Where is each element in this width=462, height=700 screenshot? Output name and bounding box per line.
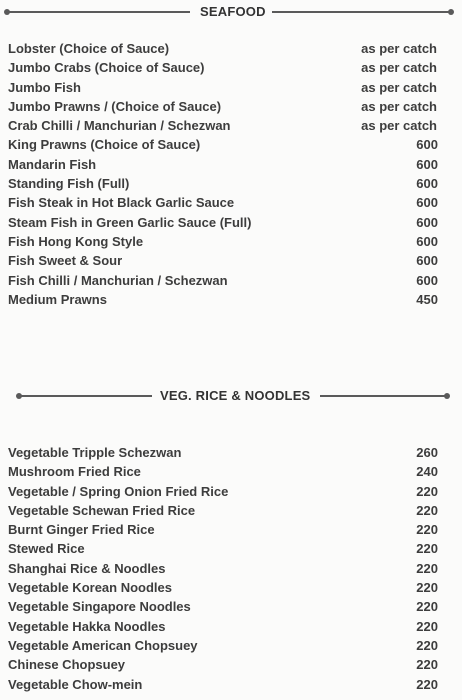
left-divider	[6, 11, 190, 13]
item-price: 600	[416, 176, 438, 192]
divider-dot	[16, 393, 22, 399]
item-price: 600	[416, 156, 438, 172]
list-item	[0, 194, 462, 213]
item-price: 220	[416, 676, 438, 692]
item-name: Fish Chilli / Manchurian / Schezwan	[8, 272, 228, 288]
list-item	[0, 579, 462, 598]
item-name: Jumbo Prawns / (Choice of Sauce)	[8, 98, 222, 114]
list-item	[0, 521, 462, 540]
right-divider	[272, 11, 452, 13]
item-name: Vegetable Tripple Schezwan	[8, 445, 182, 460]
item-price: 220	[416, 560, 438, 576]
list-item	[0, 98, 462, 117]
left-divider	[18, 395, 152, 397]
item-price: as per catch	[361, 79, 437, 95]
list-item	[0, 618, 462, 637]
item-price: 600	[416, 214, 438, 230]
divider-dot	[444, 393, 450, 399]
item-price: 600	[416, 253, 438, 269]
item-list	[0, 40, 462, 310]
item-price: 240	[416, 464, 438, 480]
list-item	[0, 676, 462, 695]
list-item	[0, 598, 462, 617]
item-name: Mandarin Fish	[8, 156, 97, 172]
item-price: 220	[416, 522, 438, 538]
item-name: Shanghai Rice & Noodles	[8, 560, 166, 576]
item-price: 220	[416, 502, 438, 518]
list-item	[0, 502, 462, 521]
list-item	[0, 156, 462, 175]
item-name: Stewed Rice	[8, 541, 85, 557]
list-item	[0, 540, 462, 559]
item-name: Lobster (Choice of Sauce)	[8, 41, 170, 56]
item-price: 600	[416, 195, 438, 211]
item-name: Vegetable Chow-mein	[8, 676, 143, 692]
item-name: Jumbo Crabs (Choice of Sauce)	[8, 60, 205, 76]
item-price: 220	[416, 599, 438, 615]
section-title: SEAFOOD	[200, 4, 266, 19]
list-item	[0, 117, 462, 136]
section-seafood	[0, 2, 462, 307]
list-item	[0, 272, 462, 291]
divider-dot	[448, 9, 454, 15]
item-name: Vegetable Singapore Noodles	[8, 599, 191, 615]
item-price: 220	[416, 618, 438, 634]
item-name: Vegetable Schewan Fried Rice	[8, 502, 196, 518]
item-name: Vegetable Hakka Noodles	[8, 618, 166, 634]
list-item	[0, 252, 462, 271]
item-name: Fish Sweet & Sour	[8, 253, 123, 269]
item-name: Medium Prawns	[8, 291, 107, 307]
item-price: 600	[416, 137, 438, 153]
list-item	[0, 59, 462, 78]
list-item	[0, 79, 462, 98]
item-price: 450	[416, 291, 438, 307]
item-list	[0, 444, 462, 695]
item-name: Mushroom Fried Rice	[8, 464, 141, 480]
list-item	[0, 560, 462, 579]
item-price: 260	[416, 445, 438, 460]
list-item	[0, 233, 462, 252]
item-name: Vegetable / Spring Onion Fried Rice	[8, 483, 229, 499]
item-name: Chinese Chopsuey	[8, 657, 126, 673]
list-item	[0, 136, 462, 155]
list-item	[0, 214, 462, 233]
list-item	[0, 483, 462, 502]
item-name: Vegetable American Chopsuey	[8, 637, 198, 653]
section-title: VEG. RICE & NOODLES	[160, 388, 311, 403]
item-price: 220	[416, 657, 438, 673]
item-price: as per catch	[361, 41, 437, 56]
item-price: 220	[416, 541, 438, 557]
item-name: Vegetable Korean Noodles	[8, 580, 172, 596]
item-price: as per catch	[361, 60, 437, 76]
list-item	[0, 637, 462, 656]
section-veg-rice-noodles	[0, 386, 462, 692]
list-item	[0, 175, 462, 194]
item-price: 220	[416, 580, 438, 596]
item-price: 600	[416, 272, 438, 288]
item-name: Standing Fish (Full)	[8, 176, 130, 192]
section-header	[0, 386, 462, 406]
item-price: 220	[416, 483, 438, 499]
list-item	[0, 444, 462, 463]
divider-dot	[4, 9, 10, 15]
item-price: 600	[416, 233, 438, 249]
item-name: Fish Hong Kong Style	[8, 233, 144, 249]
list-item	[0, 40, 462, 59]
item-price: as per catch	[361, 98, 437, 114]
list-item	[0, 291, 462, 310]
right-divider	[320, 395, 448, 397]
item-name: Steam Fish in Green Garlic Sauce (Full)	[8, 214, 252, 230]
item-name: Jumbo Fish	[8, 79, 81, 95]
item-name: Burnt Ginger Fried Rice	[8, 522, 155, 538]
item-name: King Prawns (Choice of Sauce)	[8, 137, 201, 153]
item-price: 220	[416, 637, 438, 653]
item-name: Crab Chilli / Manchurian / Schezwan	[8, 118, 231, 134]
list-item	[0, 656, 462, 675]
list-item	[0, 463, 462, 482]
section-header	[0, 2, 462, 22]
item-price: as per catch	[361, 118, 437, 134]
item-name: Fish Steak in Hot Black Garlic Sauce	[8, 195, 235, 211]
